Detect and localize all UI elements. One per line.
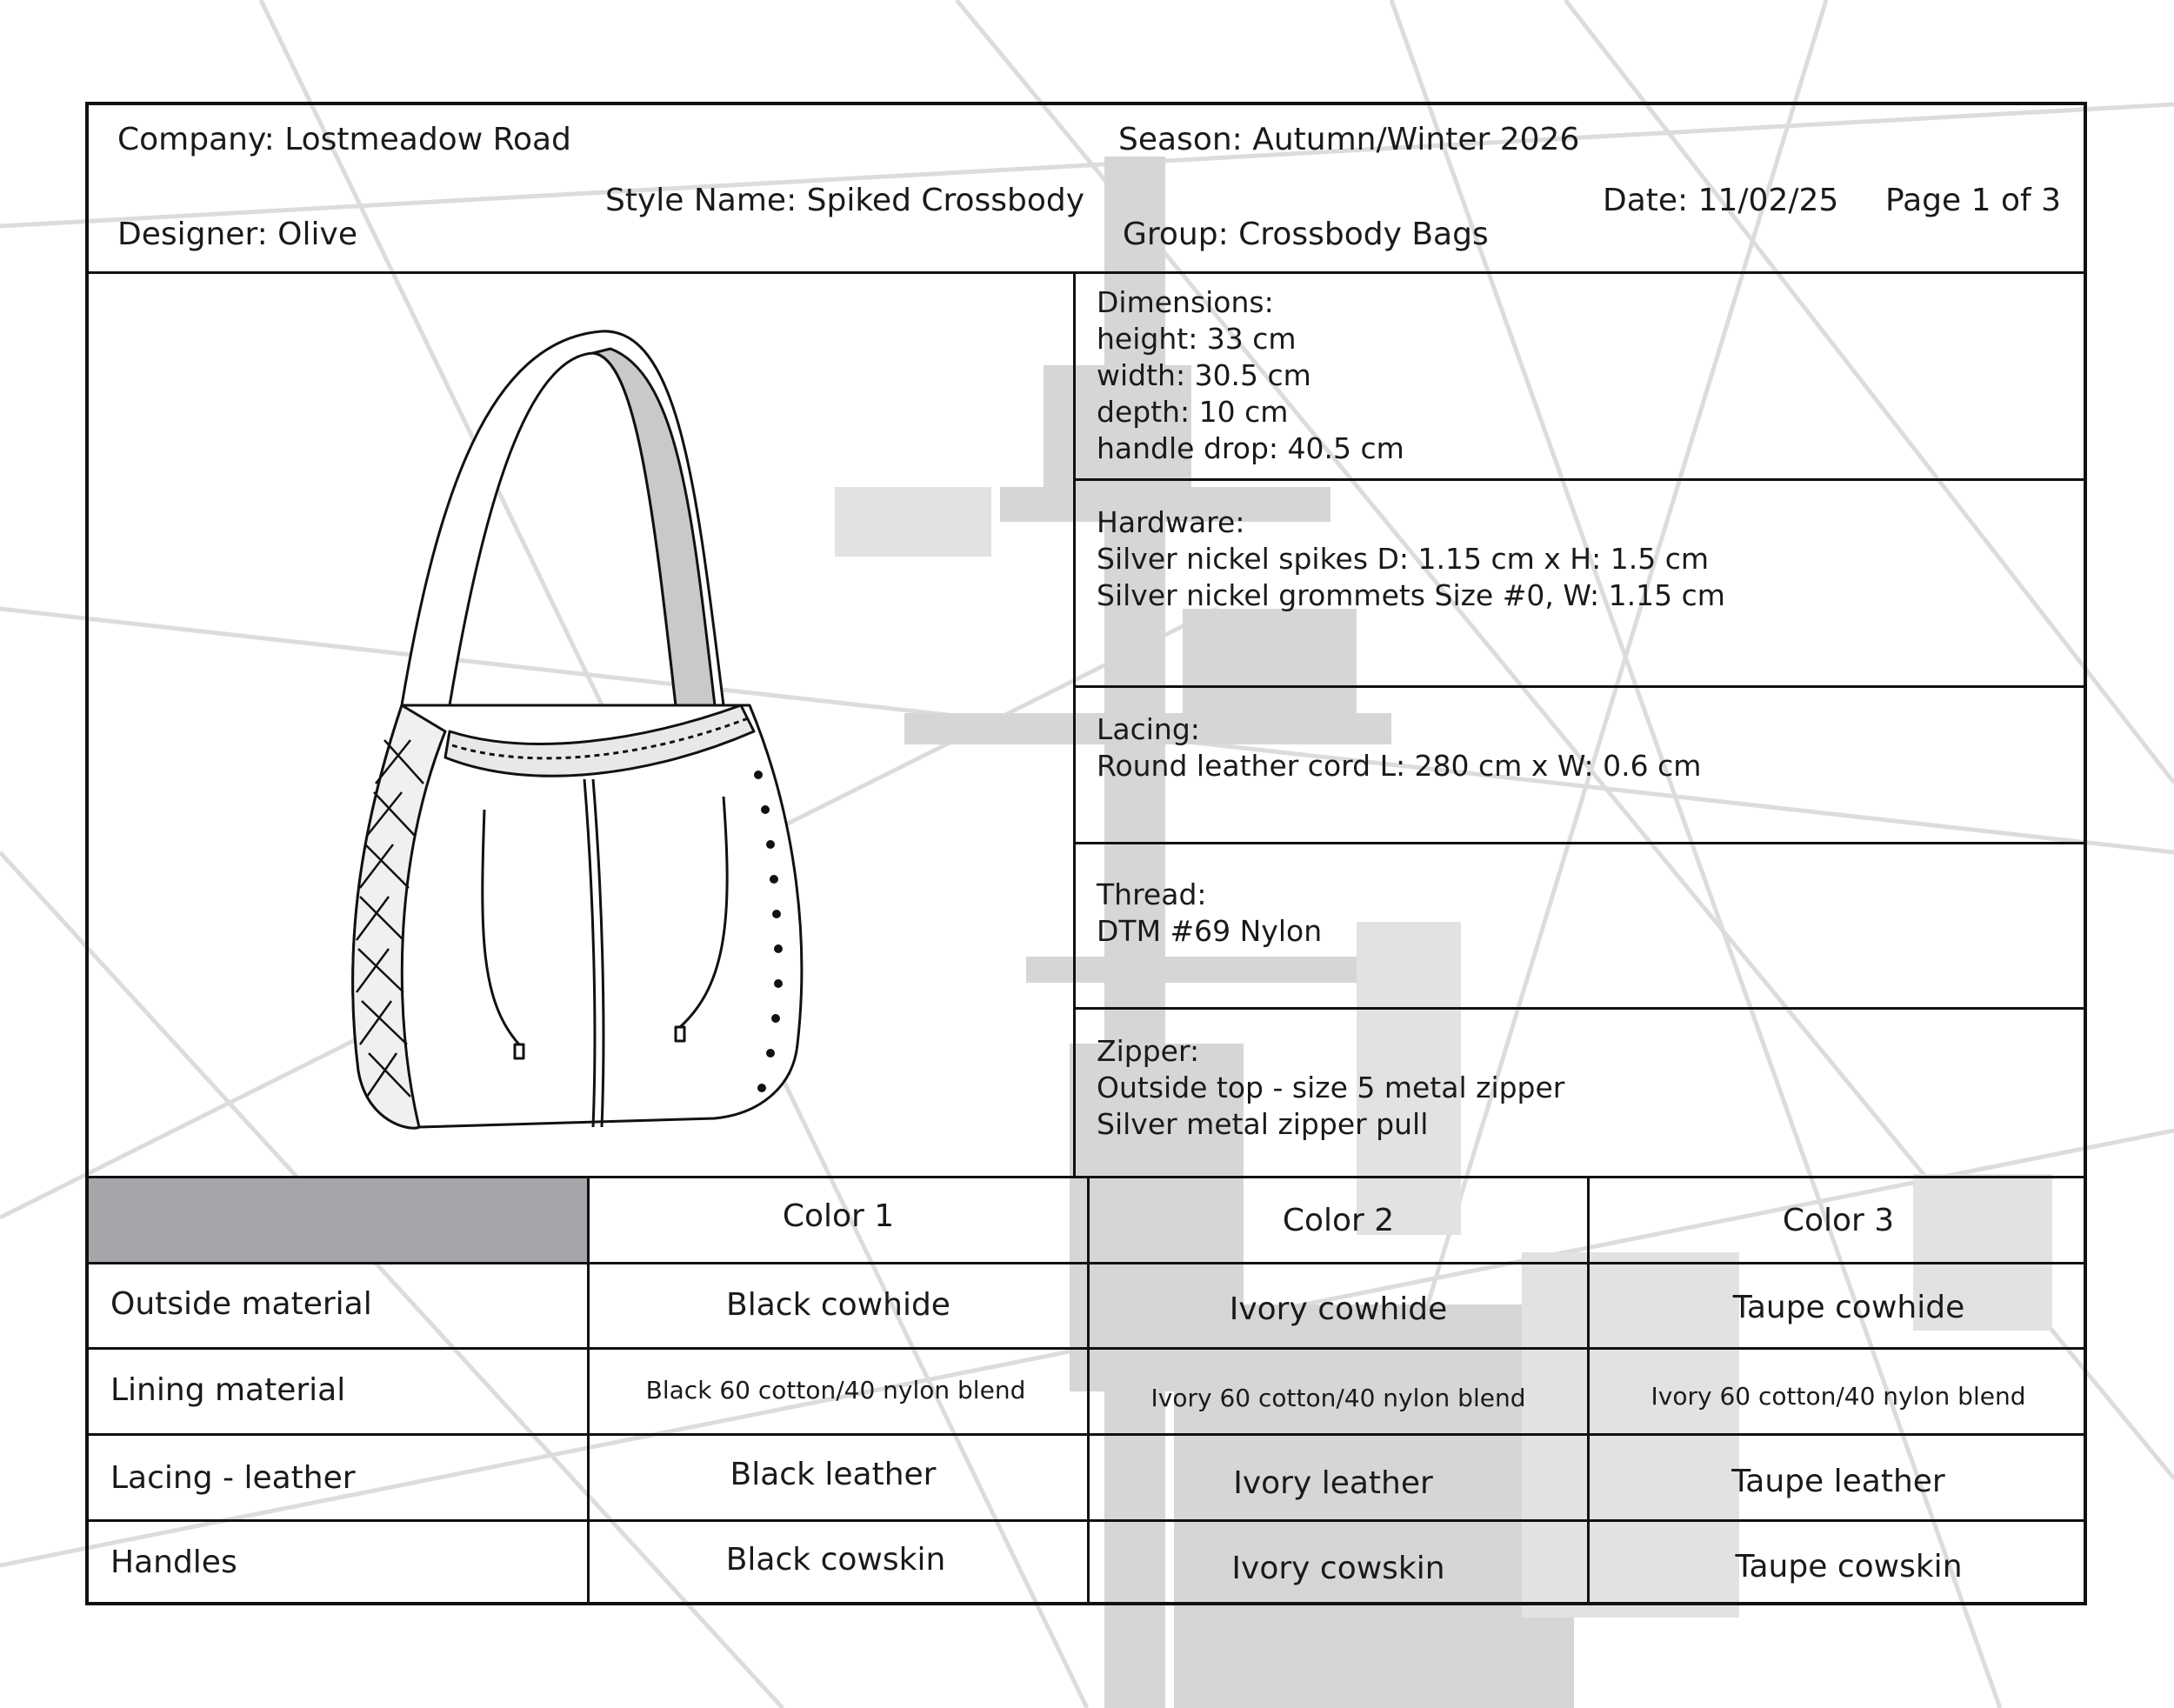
bag-sketch: [306, 323, 863, 1218]
season-label: Season: Autumn/Winter 2026: [1118, 122, 1580, 157]
dimensions-title: Dimensions:: [1097, 285, 1274, 319]
handles-color-2: Ivory cowskin: [1231, 1550, 1445, 1586]
outside-material-color-1: Black cowhide: [726, 1286, 950, 1323]
lacing-leather-color-3: Taupe leather: [1731, 1463, 1945, 1499]
hardware-title: Hardware:: [1097, 505, 1245, 539]
hardware-spikes: Silver nickel spikes D: 1.15 cm x H: 1.5 cm: [1097, 542, 1709, 576]
header-divider: [89, 271, 2085, 274]
lacing-title: Lacing:: [1097, 712, 1200, 746]
lacing-leather-color-1: Black leather: [730, 1456, 937, 1492]
spec-divider-1: [1073, 478, 2085, 481]
dimensions-handle-drop: handle drop: 40.5 cm: [1097, 431, 1404, 465]
color-1-header: Color 1: [782, 1198, 895, 1234]
outside-material-color-2: Ivory cowhide: [1229, 1291, 1448, 1327]
lacing-spec: [1097, 711, 1701, 784]
lacing-cord: Round leather cord L: 280 cm x W: 0.6 cm: [1097, 749, 1702, 783]
group-label: Group: Crossbody Bags: [1123, 217, 1489, 252]
hardware-grommets: Silver nickel grommets Size #0, W: 1.15 cm: [1097, 578, 1725, 612]
row-label-handles: Handles: [110, 1544, 237, 1580]
thread-title: Thread:: [1097, 877, 1207, 911]
lacing-leather-color-2: Ivory leather: [1233, 1464, 1433, 1501]
row-label-outside-material: Outside material: [110, 1285, 372, 1322]
style-name-label: Style Name: Spiked Crossbody: [605, 183, 1085, 218]
dimensions-depth: depth: 10 cm: [1097, 395, 1289, 429]
dimensions-spec: [1097, 284, 1404, 467]
dimensions-height: height: 33 cm: [1097, 322, 1297, 356]
lining-material-color-1: Black 60 cotton/40 nylon blend: [645, 1375, 1026, 1404]
outside-material-color-3: Taupe cowhide: [1732, 1289, 1965, 1325]
zipper-title: Zipper:: [1097, 1034, 1200, 1068]
zipper-pull: Silver metal zipper pull: [1097, 1107, 1429, 1141]
lining-material-color-3: Ivory 60 cotton/40 nylon blend: [1651, 1381, 2026, 1411]
lining-material-color-2: Ivory 60 cotton/40 nylon blend: [1150, 1383, 1526, 1412]
dimensions-width: width: 30.5 cm: [1097, 358, 1311, 392]
date-label: Date: 11/02/25: [1603, 183, 1839, 218]
company-label: Company: Lostmeadow Road: [117, 122, 571, 157]
handles-color-3: Taupe cowskin: [1735, 1548, 1963, 1585]
zipper-type: Outside top - size 5 metal zipper: [1097, 1071, 1565, 1104]
zipper-spec: [1097, 1033, 1564, 1143]
tech-sheet: [85, 102, 2087, 1605]
hardware-spec: [1097, 504, 1725, 614]
spec-divider-2: [1073, 685, 2085, 688]
designer-label: Designer: Olive: [117, 217, 357, 252]
color-3-header: Color 3: [1782, 1202, 1895, 1238]
color-2-header: Color 2: [1282, 1202, 1395, 1238]
page-number: Page 1 of 3: [1885, 183, 2061, 218]
thread-spec: [1097, 877, 1322, 950]
spec-divider-3: [1073, 842, 2085, 844]
sketch-divider: [1073, 271, 1076, 1178]
table-corner-grey: [89, 1178, 587, 1262]
row-label-lining-material: Lining material: [110, 1371, 346, 1408]
row-label-lacing-leather: Lacing - leather: [110, 1459, 356, 1496]
spec-divider-4: [1073, 1007, 2085, 1010]
thread-value: DTM #69 Nylon: [1097, 914, 1323, 948]
handles-color-1: Black cowskin: [725, 1541, 946, 1578]
